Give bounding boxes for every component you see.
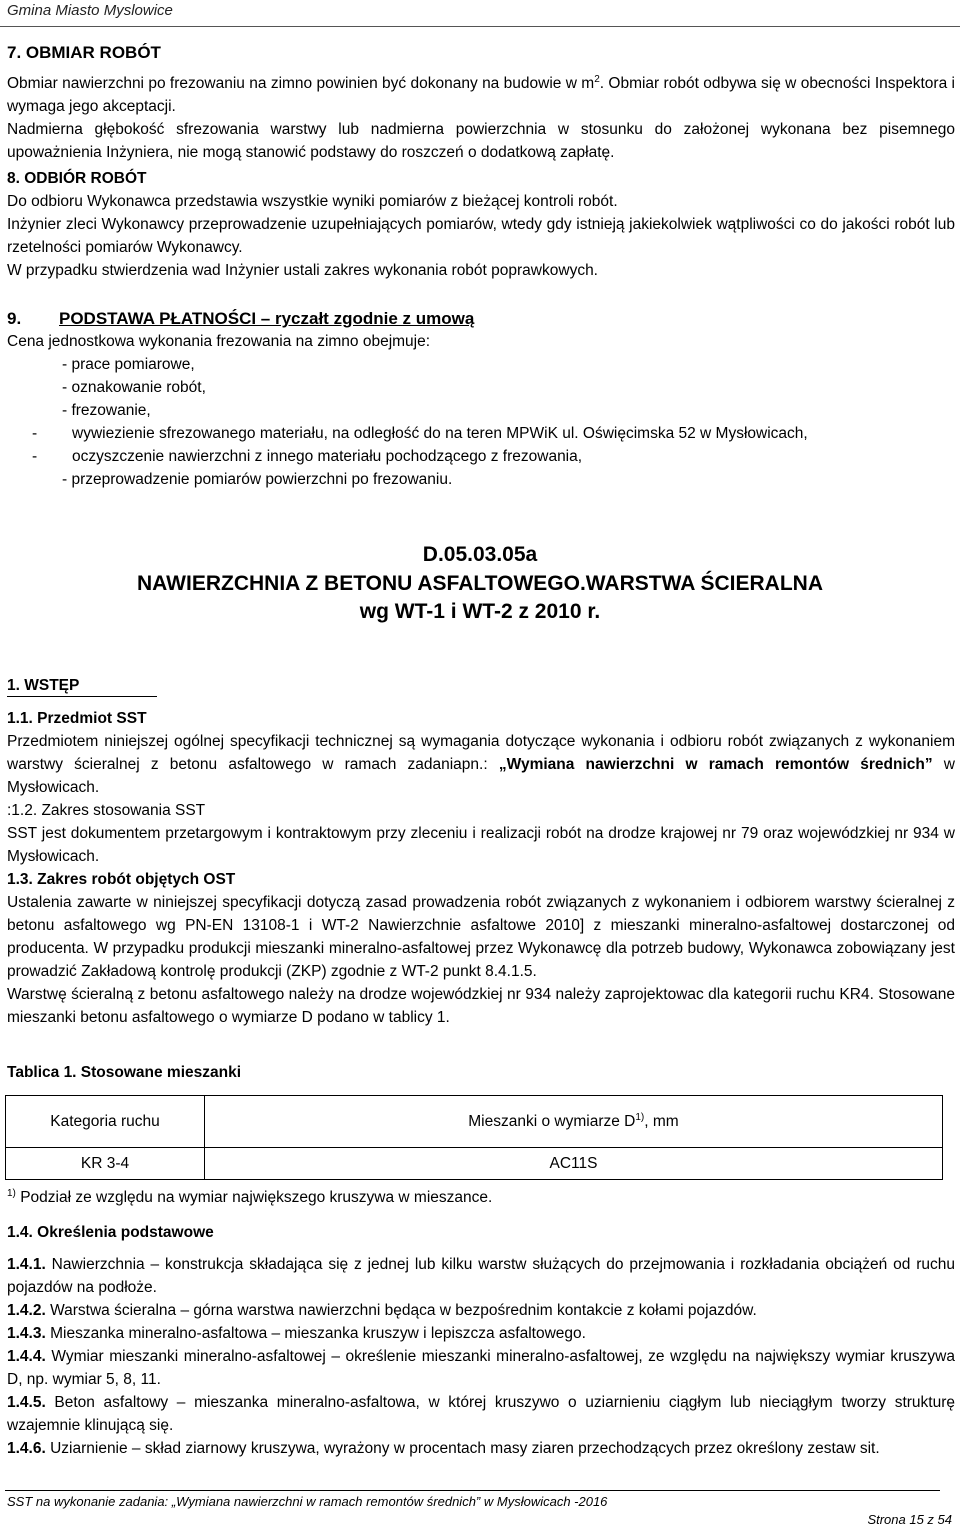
text: Mieszanki o wymiarze D bbox=[468, 1112, 636, 1130]
table-row bbox=[6, 1148, 943, 1180]
table-cell: AC11S bbox=[205, 1148, 943, 1180]
mixtures-table bbox=[5, 1095, 943, 1180]
definition-item bbox=[7, 1345, 955, 1391]
definition-text: Warstwa ścieralna – górna warstwa nawierzchni będąca w bezpośrednim kontakcie z kołami pojazdów. bbox=[45, 1302, 757, 1319]
subsection-1-1-paragraph bbox=[7, 730, 955, 799]
definition-text: Nawierzchnia – konstrukcja składająca się z jednej lub kilku warstw służących do przejmowania i rozkładania obciążeń od ruchu pojazdów na podłoże. bbox=[7, 1256, 955, 1296]
text: Przedmiotem niniejszej ogólnej specyfikacji technicznej są wymagania dotyczące wykonania i odbioru robót związanych z wykonaniem warstwy ścieralnej z betonu asfaltowego w ramach zadaniapn.: bbox=[7, 733, 955, 773]
header-title: Gmina Miasto Myslowice bbox=[7, 2, 173, 19]
list-item: - przeprowadzenie pomiarów powierzchni po frezowaniu. bbox=[62, 471, 453, 488]
subsection-1-2-heading: :1.2. Zakres stosowania SST bbox=[7, 802, 206, 819]
header-divider bbox=[0, 26, 960, 27]
definition-text: Wymiar mieszanki mineralno-asfaltowej – określenie mieszanki mineralno-asfaltowej, ze względu na największy wymiar kruszywa D, np. wymiar 5, 8, 11. bbox=[7, 1348, 955, 1388]
definition-item bbox=[7, 1437, 955, 1460]
list-item: - oznakowanie robót, bbox=[62, 379, 206, 396]
subsection-1-1-heading: 1.1. Przedmiot SST bbox=[7, 710, 147, 727]
definition-text: Beton asfaltowy – mieszanka mineralno-asfaltowa, w której kruszywo o uziarnieniu ciągłym lub nieciągłym tworzy strukturę wzajemnie klinującą się. bbox=[7, 1394, 955, 1434]
definitions-heading: 1.4. Określenia podstawowe bbox=[7, 1224, 214, 1241]
section-8-paragraph-3: W przypadku stwierdzenia wad Inżynier ustali zakres wykonania robót poprawkowych. bbox=[7, 262, 598, 279]
definition-number: 1.4.1. bbox=[7, 1256, 46, 1273]
spec-code: D.05.03.05a bbox=[422, 543, 538, 566]
table-cell: KR 3-4 bbox=[6, 1148, 205, 1180]
section-8 bbox=[7, 167, 955, 282]
table-header-cell: Kategoria ruchu bbox=[6, 1096, 205, 1148]
section-7-paragraph-1 bbox=[7, 72, 955, 118]
footer-divider bbox=[5, 1490, 940, 1491]
spec-title: NAWIERZCHNIA Z BETONU ASFALTOWEGO.WARSTWA ŚCIERALNA bbox=[137, 572, 823, 595]
subsection-1-3-heading: 1.3. Zakres robót objętych OST bbox=[7, 871, 236, 888]
list-item: - wywiezienie sfrezowanego materiału, na odległość do na teren MPWiK ul. Oświęcimska 52 w Mysłowicach, bbox=[32, 425, 808, 442]
definition-number: 1.4.5. bbox=[7, 1394, 46, 1411]
superscript: 2 bbox=[594, 73, 600, 85]
intro-heading: 1. WSTĘP bbox=[7, 676, 157, 697]
section-9-intro: Cena jednostkowa wykonania frezowania na zimno obejmuje: bbox=[7, 333, 431, 350]
table-caption: Tablica 1. Stosowane mieszanki bbox=[7, 1064, 242, 1081]
table-header-cell bbox=[205, 1096, 943, 1148]
section-9 bbox=[7, 307, 955, 491]
definition-text: Uziarnienie – skład ziarnowy kruszywa, wyrażony w procentach masy ziaren przechodzących przez określony zestaw sit. bbox=[45, 1440, 880, 1457]
definition-item bbox=[7, 1299, 955, 1322]
definition-text: Mieszanka mineralno-asfaltowa – mieszanka kruszyw i lepiszcza asfaltowego. bbox=[45, 1325, 586, 1342]
section-definitions bbox=[7, 1221, 955, 1460]
subsection-1-2-paragraph: SST jest dokumentem przetargowym i kontraktowym przy zleceniu i realizacji robót na drodze krajowej nr 79 oraz wojewódzkiej nr 934 w Mysłowicach. bbox=[7, 825, 955, 865]
list-item: - frezowanie, bbox=[62, 402, 151, 419]
superscript: 1) bbox=[635, 1111, 645, 1123]
superscript: 1) bbox=[7, 1187, 16, 1199]
subsection-1-3-paragraph-1: Ustalenia zawarte w niniejszej specyfikacji dotyczą zasad prowadzenia robót związanych z wykonaniem i odbiorem warstwy ścieralnej z betonu asfaltowego wg PN-EN 13108-1 i WT-2 Nawierzchnie asfaltowe 2010] z mieszanki mineralno-asfaltowej dostarczonej od producenta. W przypadku produkcji mieszanki mineralno-asfaltowej przez Wykonawcę dla potrzeb budowy, Wykonawca zobowiązany jest prowadzić Zakładową kontrolę produkcji (ZKP) zgodnie z WT-2 punkt 8.4.1.5. bbox=[7, 894, 955, 980]
section-intro bbox=[7, 674, 955, 1029]
section-7 bbox=[7, 41, 955, 164]
table-header-row bbox=[6, 1096, 943, 1148]
definition-number: 1.4.6. bbox=[7, 1440, 46, 1457]
definition-item bbox=[7, 1322, 955, 1345]
task-name: „Wymiana nawierzchni w ramach remontów średnich” bbox=[498, 756, 933, 773]
text: . Obmiar robót odbywa się w obecności Inspektora i wymaga jego akceptacji. bbox=[7, 75, 955, 115]
definition-item bbox=[7, 1391, 955, 1437]
section-9-heading bbox=[7, 307, 955, 330]
section-8-heading: 8. ODBIÓR ROBÓT bbox=[7, 170, 147, 187]
section-title: PODSTAWA PŁATNOŚCI – ryczałt zgodnie z umową bbox=[59, 309, 475, 328]
definition-item bbox=[7, 1253, 955, 1299]
spec-subtitle: wg WT-1 i WT-2 z 2010 r. bbox=[359, 600, 601, 623]
page-number: Strona 15 z 54 bbox=[867, 1512, 952, 1527]
definition-number: 1.4.3. bbox=[7, 1325, 46, 1342]
text: Obmiar nawierzchni po frezowaniu na zimno powinien być dokonany na budowie w m bbox=[7, 75, 595, 92]
definition-number: 1.4.4. bbox=[7, 1348, 46, 1365]
text: wywiezienie sfrezowanego materiału, na odległość do na teren MPWiK ul. Oświęcimska 52 w Mysłowicach, bbox=[72, 425, 808, 442]
text: oczyszczenie nawierzchni z innego materiału pochodzącego z frezowania, bbox=[72, 448, 583, 465]
section-7-heading: 7. OBMIAR ROBÓT bbox=[7, 43, 161, 62]
table-footnote bbox=[7, 1186, 955, 1209]
section-8-paragraph-1: Do odbioru Wykonawca przedstawia wszystkie wyniki pomiarów z bieżącej kontroli robót. bbox=[7, 193, 618, 210]
section-7-paragraph-2: Nadmierna głębokość sfrezowania warstwy lub nadmierna powierzchnia w stosunku do założonej wykonana bez pisemnego upoważnienia Inżyniera, nie mogą stanowić podstawy do roszczeń o dodatkową zapłatę. bbox=[7, 121, 955, 161]
text: w Mysłowicach. bbox=[7, 756, 956, 796]
section-number: 9. bbox=[7, 309, 22, 328]
footer-text: SST na wykonanie zadania: „Wymiana nawierzchni w ramach remontów średnich” w Mysłowicach -2016 bbox=[7, 1494, 608, 1509]
definition-number: 1.4.2. bbox=[7, 1302, 46, 1319]
subsection-1-3-paragraph-2: Warstwę ścieralną z betonu asfaltowego należy na drodze wojewódzkiej nr 934 należy zaprojektowac dla kategorii ruchu KR4. Stosowane mieszanki betonu asfaltowego o wymiarze D podano w tablicy 1. bbox=[7, 986, 955, 1026]
text: Podział ze względu na wymiar największego kruszywa w mieszance. bbox=[15, 1189, 493, 1206]
list-item: - prace pomiarowe, bbox=[62, 356, 195, 373]
section-8-paragraph-2: Inżynier zleci Wykonawcy przeprowadzenie uzupełniających pomiarów, wtedy gdy istnieją jakiekolwiek wątpliwości co do jakości robót lub rzetelności pomiarów Wykonawcy. bbox=[7, 216, 955, 256]
text: , mm bbox=[644, 1112, 679, 1130]
list-item: - oczyszczenie nawierzchni z innego materiału pochodzącego z frezowania, bbox=[32, 448, 583, 465]
